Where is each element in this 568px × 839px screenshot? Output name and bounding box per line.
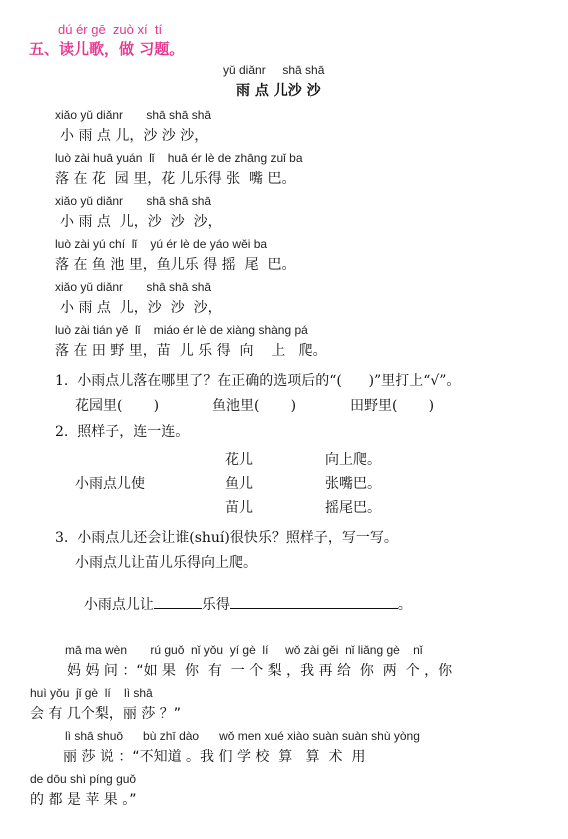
- dialogue-line-2: 会 有 几个梨，丽 莎 ？”: [30, 706, 182, 722]
- q2-middle-sprout[interactable]: 苗儿: [225, 500, 253, 516]
- poem-line-3: 小 雨 点 儿，沙 沙 沙，: [60, 214, 222, 230]
- poem-line-3-pinyin: xiǎo yǔ diǎnr shā shā shā: [55, 194, 212, 208]
- q3-fill-prefix: 小雨点儿让: [83, 597, 154, 613]
- q3-fill-line: [75, 578, 412, 614]
- q2-middle-flower[interactable]: 花儿: [225, 452, 253, 468]
- dialogue-line-4: 的 都 是 苹 果 。”: [30, 792, 137, 808]
- dialogue-line-3: 丽 莎 说 ：“不知道 。我 们 学 校 算 算 术 用: [63, 749, 366, 765]
- poem-line-1: 小 雨 点 儿，沙 沙 沙，: [60, 128, 209, 144]
- q1-option-field[interactable]: 田野里( ): [350, 398, 435, 414]
- q3-blank-who[interactable]: [154, 594, 202, 609]
- dialogue-line-3-pinyin: lì shā shuō bù zhī dào wǒ men xué xiào suàn suàn shù yòng: [65, 729, 420, 743]
- q3-blank-action[interactable]: [230, 594, 398, 609]
- poem-line-4-pinyin: luò zài yú chí lǐ yú ér lè de yáo wěi ba: [55, 237, 268, 251]
- q2-left-phrase[interactable]: 小雨点儿使: [75, 476, 145, 492]
- q3-fill-middle: 乐得: [201, 597, 230, 613]
- q3-example: 小雨点儿让苗儿乐得向上爬。: [75, 555, 257, 571]
- poem-line-2-pinyin: luò zài huā yuán lǐ huā ér lè de zhāng zuǐ ba: [55, 151, 303, 165]
- poem-title: 雨 点 儿沙 沙: [236, 83, 321, 99]
- question-2: 2. 照样子，连一连。: [55, 424, 190, 440]
- dialogue-line-2-pinyin: huì yǒu jǐ gè lí lì shā: [30, 686, 153, 700]
- poem-line-6: 落 在 田 野 里，苗 儿 乐 得 向 上 爬。: [55, 343, 327, 359]
- q3-fill-end: 。: [397, 597, 412, 613]
- dialogue-line-1: 妈 妈 问 ：“如 果 你 有 一 个 梨 ，我 再 给 你 两 个 ，你: [67, 663, 453, 679]
- poem-line-5: 小 雨 点 儿，沙 沙 沙，: [60, 300, 222, 316]
- dialogue-line-4-pinyin: de dōu shì píng guǒ: [30, 772, 137, 786]
- poem-title-pinyin: yǔ diǎnr shā shā: [223, 63, 325, 77]
- q2-right-mouth[interactable]: 张嘴巴。: [325, 476, 381, 492]
- q2-right-climb[interactable]: 向上爬。: [325, 452, 381, 468]
- q1-option-pond[interactable]: 鱼池里( ): [212, 398, 297, 414]
- poem-line-1-pinyin: xiǎo yǔ diǎnr shā shā shā: [55, 108, 212, 122]
- section-pinyin: dú ér gē zuò xí tí: [58, 22, 163, 37]
- q2-right-tail[interactable]: 摇尾巴。: [325, 500, 381, 516]
- question-1: 1. 小雨点儿落在哪里了？在正确的选项后的“( )”里打上“√”。: [55, 373, 461, 389]
- poem-line-6-pinyin: luò zài tián yě lǐ miáo ér lè de xiàng shàng pá: [55, 323, 308, 337]
- q1-option-garden[interactable]: 花园里( ): [75, 398, 160, 414]
- section-heading: 五、读儿歌，做 习题。: [29, 40, 185, 58]
- poem-line-4: 落 在 鱼 池 里，鱼儿乐 得 摇 尾 巴。: [55, 257, 296, 273]
- poem-line-2: 落 在 花 园 里，花 儿乐得 张 嘴 巴。: [55, 171, 296, 187]
- question-3: 3. 小雨点儿还会让谁(shuí)很快乐？照样子，写一写。: [55, 530, 398, 546]
- q2-middle-fish[interactable]: 鱼儿: [225, 476, 253, 492]
- dialogue-line-1-pinyin: mā ma wèn rú guǒ nǐ yǒu yí gè lí wǒ zài gěi nǐ liǎng gè nǐ: [65, 643, 423, 657]
- poem-line-5-pinyin: xiǎo yǔ diǎnr shā shā shā: [55, 280, 212, 294]
